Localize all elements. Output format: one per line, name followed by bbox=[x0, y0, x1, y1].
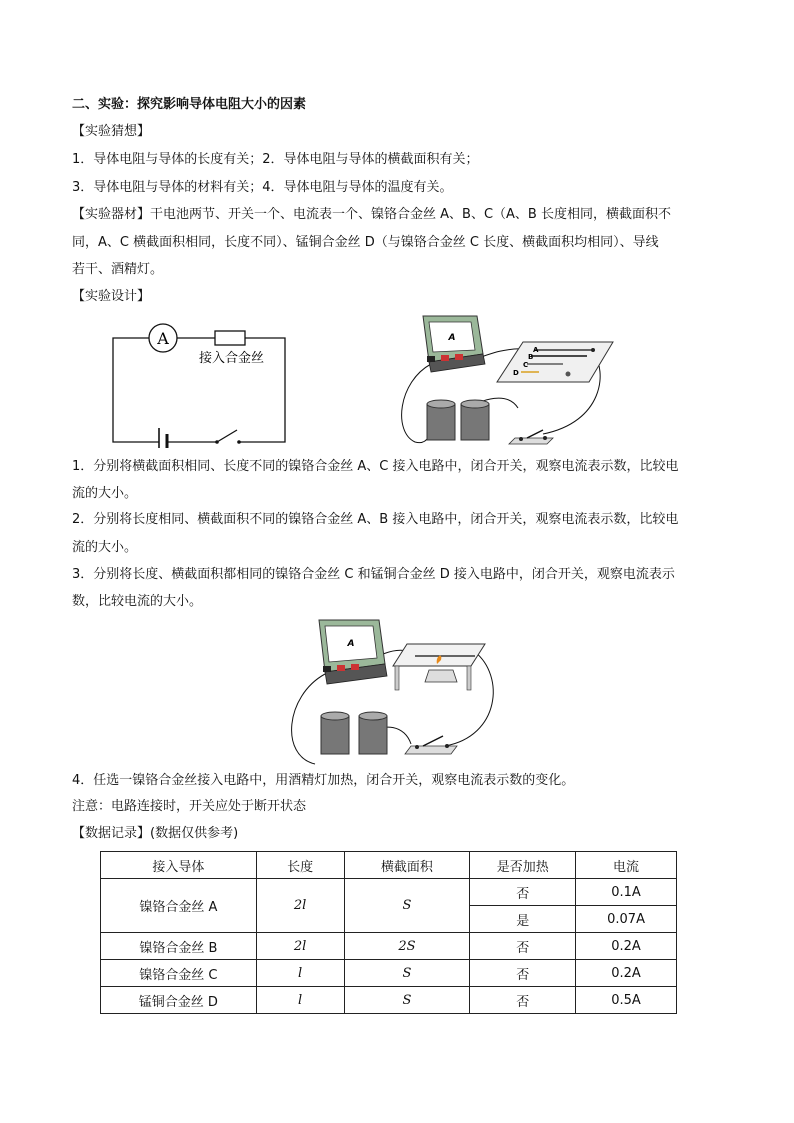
apparatus-illustration-1 bbox=[393, 312, 623, 447]
guess-line-2: 3．导体电阻与导体的材料有关；4．导体电阻与导体的温度有关。 bbox=[72, 180, 453, 195]
cell-length: l bbox=[256, 960, 344, 987]
table-row bbox=[101, 933, 677, 960]
ammeter-label: A bbox=[157, 329, 169, 348]
equipment-line-1: 【实验器材】干电池两节、开关一个、电流表一个、镍铬合金丝 A、B、C（A、B 长度相同，横截面积不 bbox=[72, 207, 671, 222]
resistor-label: 接入合金丝 bbox=[199, 351, 265, 366]
step4-line: 4．任选一镍铬合金丝接入电路中，用酒精灯加热，闭合开关，观察电流表示数的变化。 bbox=[72, 773, 575, 788]
cell-current: 0.07A bbox=[576, 906, 677, 933]
cell-conductor: 镍铬合金丝 B bbox=[101, 933, 257, 960]
apparatus-illustration-2 bbox=[285, 616, 510, 766]
equipment-line-2: 同，A、C 横截面积相同，长度不同）、锰铜合金丝 D（与镍铬合金丝 C 长度、横截面积均相同）、导线 bbox=[72, 235, 659, 250]
cell-length: 2l bbox=[256, 879, 344, 933]
cell-heated: 否 bbox=[470, 879, 576, 906]
cell-heated: 否 bbox=[470, 987, 576, 1014]
board-label-d: D bbox=[513, 369, 519, 377]
header-current: 电流 bbox=[576, 852, 677, 879]
cell-length: l bbox=[256, 987, 344, 1014]
table-row bbox=[101, 960, 677, 987]
table-row bbox=[101, 879, 677, 906]
cell-conductor: 锰铜合金丝 D bbox=[101, 987, 257, 1014]
table-row bbox=[101, 987, 677, 1014]
guess-line-1: 1．导体电阻与导体的长度有关；2．导体电阻与导体的横截面积有关； bbox=[72, 152, 479, 167]
cell-conductor: 镍铬合金丝 A bbox=[101, 879, 257, 933]
cell-conductor: 镍铬合金丝 C bbox=[101, 960, 257, 987]
cell-area: S bbox=[344, 987, 470, 1014]
header-conductor: 接入导体 bbox=[101, 852, 257, 879]
meter-label: A bbox=[448, 333, 456, 343]
cell-area: 2S bbox=[344, 933, 470, 960]
section-title: 二、实验：探究影响导体电阻大小的因素 bbox=[72, 97, 307, 112]
meter-label-2: A bbox=[347, 639, 355, 649]
circuit-diagram bbox=[105, 318, 295, 448]
step1-line-1: 1．分别将横截面积相同、长度不同的镍铬合金丝 A、C 接入电路中，闭合开关，观察电流表示数，比较电 bbox=[72, 459, 679, 474]
board-label-a: A bbox=[533, 346, 539, 354]
cell-current: 0.5A bbox=[576, 987, 677, 1014]
step2-line-1: 2．分别将长度相同、横截面积不同的镍铬合金丝 A、B 接入电路中，闭合开关，观察电流表示数，比较电 bbox=[72, 512, 679, 527]
step3-line-1: 3．分别将长度、横截面积都相同的镍铬合金丝 C 和锰铜合金丝 D 接入电路中，闭合开关，观察电流表示 bbox=[72, 567, 675, 582]
cell-current: 0.2A bbox=[576, 933, 677, 960]
board-label-b: B bbox=[528, 353, 534, 361]
header-heated: 是否加热 bbox=[470, 852, 576, 879]
data-table bbox=[100, 851, 677, 1014]
design-heading: 【实验设计】 bbox=[72, 289, 151, 304]
header-area: 横截面积 bbox=[344, 852, 470, 879]
step3-line-2: 数，比较电流的大小。 bbox=[72, 594, 203, 609]
cell-area: S bbox=[344, 960, 470, 987]
cell-heated: 否 bbox=[470, 933, 576, 960]
cell-area: S bbox=[344, 879, 470, 933]
cell-length: 2l bbox=[256, 933, 344, 960]
step2-line-2: 流的大小。 bbox=[72, 540, 138, 555]
table-header-row bbox=[101, 852, 677, 879]
equipment-line-3: 若干、酒精灯。 bbox=[72, 262, 164, 277]
guess-heading: 【实验猜想】 bbox=[72, 124, 151, 139]
note-line: 注意：电路连接时，开关应处于断开状态 bbox=[72, 799, 307, 814]
cell-current: 0.1A bbox=[576, 879, 677, 906]
cell-current: 0.2A bbox=[576, 960, 677, 987]
header-length: 长度 bbox=[256, 852, 344, 879]
data-heading: 【数据记录】(数据仅供参考) bbox=[72, 826, 239, 841]
step1-line-2: 流的大小。 bbox=[72, 486, 138, 501]
cell-heated: 否 bbox=[470, 960, 576, 987]
board-label-c: C bbox=[523, 361, 529, 369]
cell-heated: 是 bbox=[470, 906, 576, 933]
